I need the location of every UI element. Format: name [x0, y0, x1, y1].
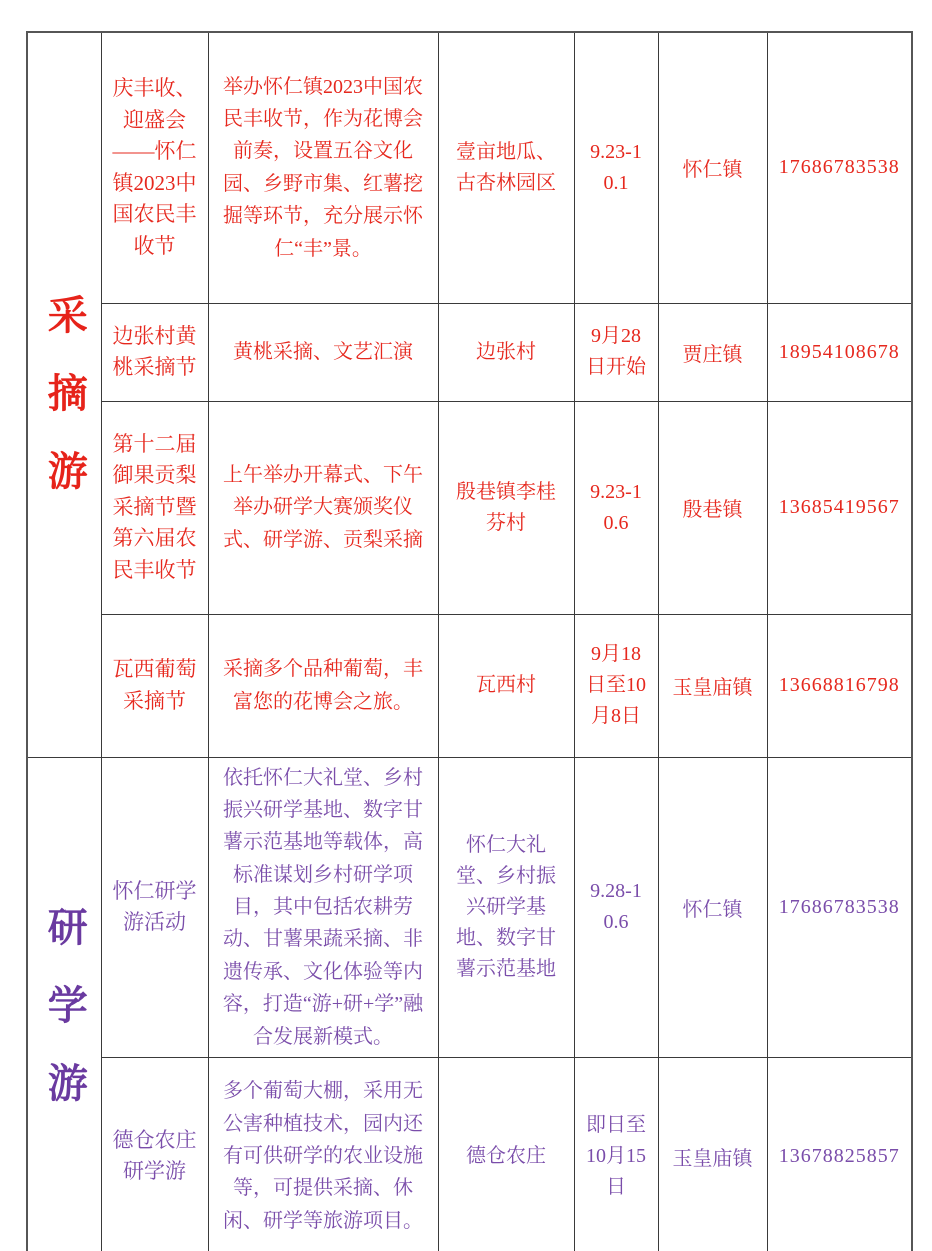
- events-table: [26, 31, 913, 1251]
- town-cell: 怀仁镇: [658, 757, 767, 1058]
- description-cell: 多个葡萄大棚，采用无公害种植技术，园内还有可供研学的农业设施等，可提供采摘、休闲、研学等旅游项目。: [208, 1058, 438, 1251]
- date-cell: 9月18日至10月8日: [574, 614, 658, 757]
- table-row: [27, 32, 912, 303]
- description-cell: 举办怀仁镇2023中国农民丰收节，作为花博会前奏，设置五谷文化园、乡野市集、红薯挖掘等环节，充分展示怀仁“丰”景。: [208, 32, 438, 303]
- table-row: [27, 401, 912, 614]
- town-cell: 贾庄镇: [658, 303, 767, 401]
- phone-cell: 17686783538: [767, 757, 912, 1058]
- location-cell: 殷巷镇李桂芬村: [438, 401, 574, 614]
- activity-name-cell: 边张村黄桃采摘节: [101, 303, 208, 401]
- location-cell: 壹亩地瓜、古杏林园区: [438, 32, 574, 303]
- activity-name-cell: 庆丰收、迎盛会——怀仁镇2023中国农民丰收节: [101, 32, 208, 303]
- phone-cell: 13678825857: [767, 1058, 912, 1251]
- description-cell: 依托怀仁大礼堂、乡村振兴研学基地、数字甘薯示范基地等载体，高标准谋划乡村研学项目，其中包括农耕劳动、甘薯果蔬采摘、非遗传承、文化体验等内容，打造“游+研+学”融合发展新模式。: [208, 757, 438, 1058]
- activity-name-cell: 怀仁研学游活动: [101, 757, 208, 1058]
- date-cell: 9.28-10.6: [574, 757, 658, 1058]
- town-cell: 怀仁镇: [658, 32, 767, 303]
- activity-name-cell: 第十二届御果贡梨采摘节暨第六届农民丰收节: [101, 401, 208, 614]
- description-cell: 上午举办开幕式、下午举办研学大赛颁奖仪式、研学游、贡梨采摘: [208, 401, 438, 614]
- location-cell: 瓦西村: [438, 614, 574, 757]
- town-cell: 玉皇庙镇: [658, 614, 767, 757]
- category-cell-picking-tour: [27, 32, 101, 757]
- date-cell: 9.23-10.1: [574, 32, 658, 303]
- activity-name-cell: 德仓农庄研学游: [101, 1058, 208, 1251]
- activity-name-cell: 瓦西葡萄采摘节: [101, 614, 208, 757]
- phone-cell: 18954108678: [767, 303, 912, 401]
- category-label: 采摘游: [42, 294, 88, 529]
- phone-cell: 17686783538: [767, 32, 912, 303]
- description-cell: 黄桃采摘、文艺汇演: [208, 303, 438, 401]
- category-label: 研学游: [42, 905, 88, 1140]
- town-cell: 玉皇庙镇: [658, 1058, 767, 1251]
- table-row: [27, 303, 912, 401]
- table-row: [27, 614, 912, 757]
- category-cell-study-tour: [27, 757, 101, 1251]
- location-cell: 德仓农庄: [438, 1058, 574, 1251]
- phone-cell: 13668816798: [767, 614, 912, 757]
- table-row: [27, 757, 912, 1058]
- location-cell: 边张村: [438, 303, 574, 401]
- date-cell: 9.23-10.6: [574, 401, 658, 614]
- town-cell: 殷巷镇: [658, 401, 767, 614]
- date-cell: 9月28日开始: [574, 303, 658, 401]
- date-cell: 即日至10月15日: [574, 1058, 658, 1251]
- location-cell: 怀仁大礼堂、乡村振兴研学基地、数字甘薯示范基地: [438, 757, 574, 1058]
- phone-cell: 13685419567: [767, 401, 912, 614]
- table-row: [27, 1058, 912, 1251]
- description-cell: 采摘多个品种葡萄，丰富您的花博会之旅。: [208, 614, 438, 757]
